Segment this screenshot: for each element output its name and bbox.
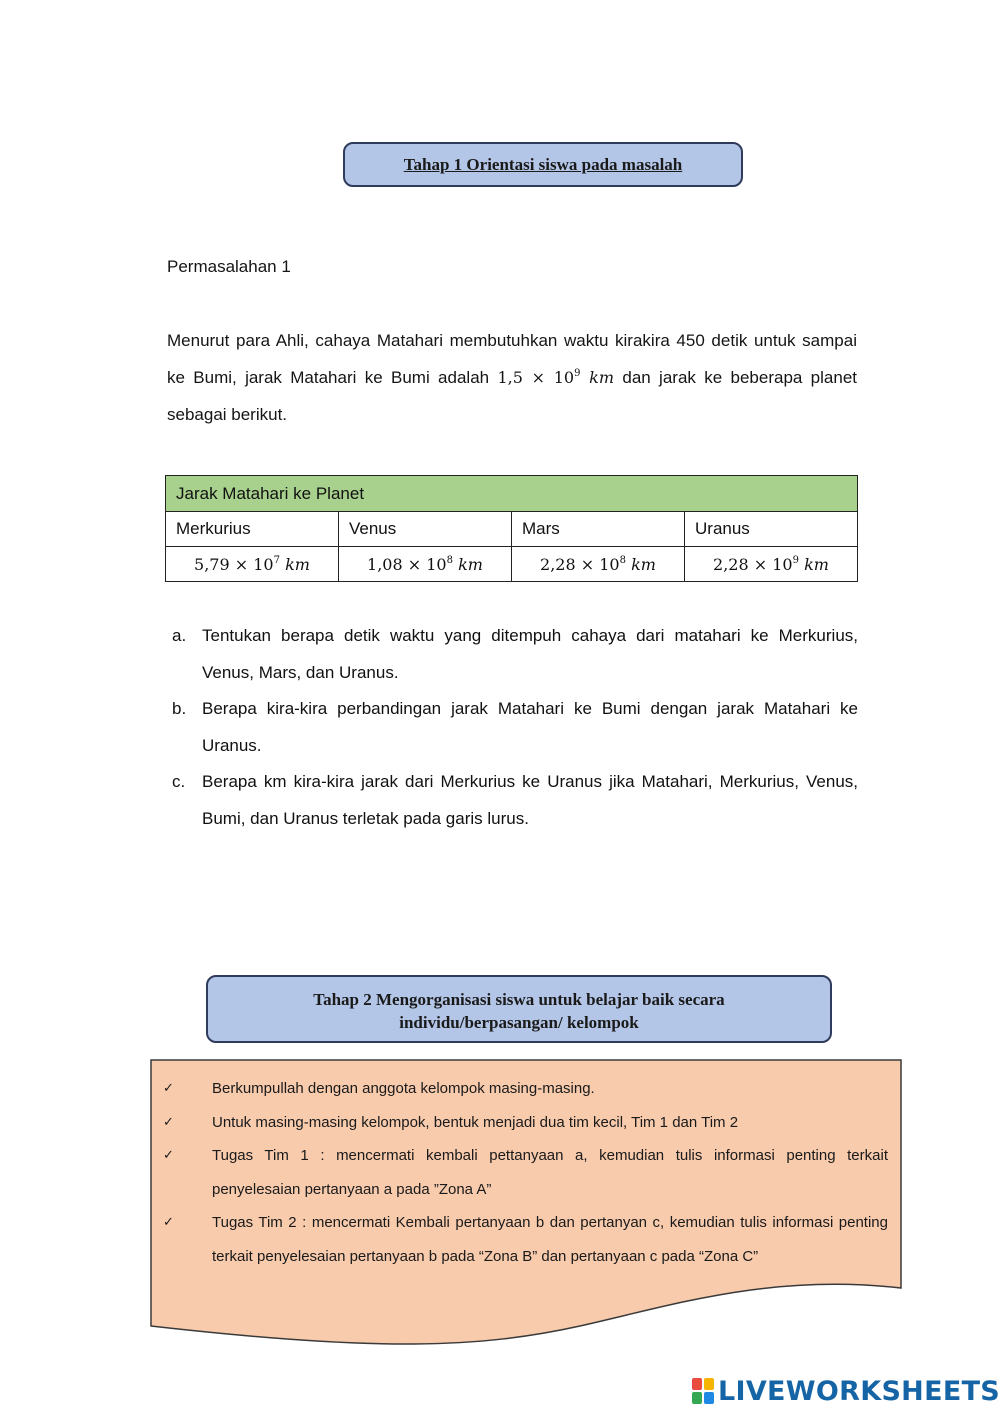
distance-unit: km (285, 554, 310, 574)
times-sign: × (753, 554, 768, 574)
distance-base: 10 (426, 554, 447, 574)
times-sign: × (580, 554, 595, 574)
distance-unit: km (458, 554, 483, 574)
task-item (150, 1106, 902, 1140)
planet-distance-cell (512, 547, 685, 582)
earth-distance-exponent: 9 (574, 368, 581, 379)
earth-distance-base: 10 (553, 368, 575, 387)
problem-label: Permasalahan 1 (167, 257, 291, 276)
distance-mantissa: 5,79 (194, 554, 230, 574)
stage2-banner (206, 975, 832, 1043)
planet-name-cell: Uranus (685, 512, 858, 547)
distance-exponent: 8 (446, 554, 453, 566)
question-marker: a. (172, 626, 187, 645)
task-item (150, 1206, 902, 1273)
question-text: Berapa km kira-kira jarak dari Merkurius ke Uranus jika Matahari, Merkurius, Venus, Bumi, dan Uranus terletak pada garis lurus. (202, 772, 858, 828)
planet-distance-table (165, 475, 858, 582)
planet-name-cell: Venus (339, 512, 512, 547)
check-icon: ✓ (163, 1148, 174, 1163)
planet-name-cell: Mars (512, 512, 685, 547)
planet-name-row (166, 512, 858, 547)
stage1-banner (343, 142, 743, 187)
distance-base: 10 (253, 554, 274, 574)
table-header-row (166, 476, 858, 512)
stage2-title-line1: Tahap 2 Mengorganisasi siswa untuk belajar baik secara (313, 990, 725, 1009)
question-item (170, 764, 858, 837)
task-text: Tugas Tim 1 : mencermati kembali pettanyaan a, kemudian tulis informasi penting terkait penyelesaian pertanyaan a pada ”Zona A” (212, 1147, 888, 1198)
question-marker: b. (172, 699, 187, 718)
distance-unit: km (804, 554, 829, 574)
question-item (170, 618, 858, 691)
distance-unit: km (631, 554, 656, 574)
planet-distance-cell (339, 547, 512, 582)
check-icon: ✓ (163, 1215, 174, 1230)
task-item (150, 1072, 902, 1106)
distance-mantissa: 2,28 (540, 554, 576, 574)
task-text: Berkumpullah dengan anggota kelompok masing-masing. (212, 1080, 595, 1097)
question-item (170, 691, 858, 764)
intro-text-part2: dan jarak ke beberapa planet sebagai berikut. (167, 368, 858, 424)
earth-distance-times: × (531, 368, 546, 387)
task-text: Tugas Tim 2 : mencermati Kembali pertanyaan b dan pertanyan c, kemudian tulis informasi penting terkait penyelesaian pertanyaan b pada “Zona B” dan pertanyaan c pada “Zona C” (212, 1214, 888, 1265)
task-list (150, 1072, 902, 1273)
earth-distance-mantissa: 1,5 (497, 368, 523, 387)
planet-distance-cell (166, 547, 339, 582)
question-text: Tentukan berapa detik waktu yang ditempuh cahaya dari matahari ke Merkurius, Venus, Mars, dan Uranus. (202, 626, 858, 682)
intro-text-part1: Menurut para Ahli, cahaya Matahari membutuhkan waktu kirakira 450 detik untuk sampai ke Bumi, jarak Matahari ke Bumi adalah (167, 331, 857, 387)
liveworksheets-logo-icon (692, 1378, 714, 1404)
question-list (170, 618, 858, 837)
liveworksheets-watermark (692, 1375, 1000, 1407)
distance-exponent: 7 (273, 554, 280, 566)
times-sign: × (234, 554, 249, 574)
planet-distance-row (166, 547, 858, 582)
logo-tile (692, 1392, 702, 1404)
stage2-title-line2: individu/berpasangan/ kelompok (399, 1013, 639, 1032)
planet-name-cell: Merkurius (166, 512, 339, 547)
times-sign: × (407, 554, 422, 574)
task-item (150, 1139, 902, 1206)
logo-tile (704, 1378, 714, 1390)
question-marker: c. (172, 772, 186, 791)
distance-base: 10 (599, 554, 620, 574)
logo-tile (704, 1392, 714, 1404)
distance-base: 10 (772, 554, 793, 574)
distance-exponent: 8 (619, 554, 626, 566)
planet-distance-cell (685, 547, 858, 582)
problem-intro (167, 322, 857, 433)
earth-distance-unit: km (589, 368, 615, 387)
distance-mantissa: 2,28 (713, 554, 749, 574)
table-header: Jarak Matahari ke Planet (166, 476, 858, 512)
brand-name: LIVEWORKSHEETS (718, 1375, 1000, 1407)
logo-tile (692, 1378, 702, 1390)
earth-distance (497, 368, 614, 387)
stage1-title: Tahap 1 Orientasi siswa pada masalah (403, 155, 683, 174)
distance-exponent: 9 (792, 554, 799, 566)
task-text: Untuk masing-masing kelompok, bentuk menjadi dua tim kecil, Tim 1 dan Tim 2 (212, 1113, 739, 1131)
distance-mantissa: 1,08 (367, 554, 403, 574)
check-icon: ✓ (163, 1114, 174, 1130)
question-text: Berapa kira-kira perbandingan jarak Matahari ke Bumi dengan jarak Matahari ke Uranus. (202, 699, 858, 755)
task-panel (150, 1058, 902, 1348)
check-icon: ✓ (163, 1081, 174, 1096)
